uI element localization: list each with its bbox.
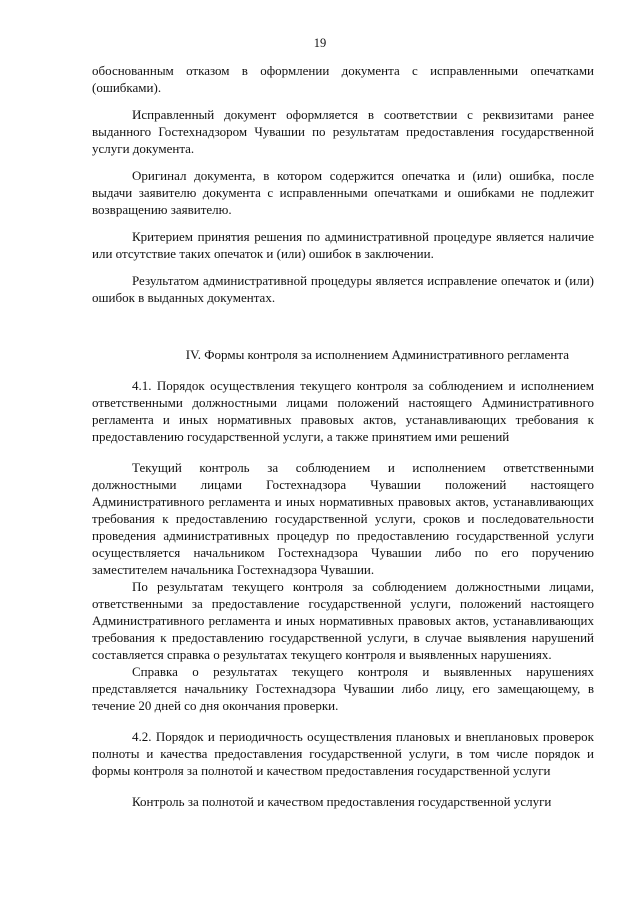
paragraph-decision-criterion: Критерием принятия решения по административной процедуре является наличие или отсутствие таких опечаток и (или) ошибок в заключении.: [92, 229, 594, 261]
paragraph-current-control: Текущий контроль за соблюдением и исполнением ответственными должностными лицами Гостехнадзора Чувашии положений настоящего Административного регламента и иных нормативных правовых актов, устанавливающих требования к предоставлению государственной услуги, сроков и последовательности проведения административных процедур по предоставлению государственной услуги осуществляется начальником Гостехнадзора Чувашии либо по его поручению заместителем начальника Гостехнадзора Чувашии.: [92, 460, 594, 577]
subsection-4-2-heading: 4.2. Порядок и периодичность осуществления плановых и внеплановых проверок полноты и качества предоставления государственной услуги, в том числе порядок и формы контроля за полнотой и качеством предоставления государственной услуги: [92, 729, 594, 778]
document-body: [92, 62, 594, 810]
section-title: IV. Формы контроля за исполнением Административного регламента: [185, 347, 569, 362]
subsection-4-1-heading: 4.1. Порядок осуществления текущего контроля за соблюдением и исполнением ответственными должностными лицами положений настоящего Административного регламента и иных нормативных правовых актов, устанавливающих требования к предоставлению государственной услуги, а также принятием ими решений: [92, 378, 594, 444]
page-number: 19: [313, 36, 327, 50]
paragraph-control-results: По результатам текущего контроля за соблюдением должностными лицами, ответственными за предоставление государственной услуги, положений настоящего Административного регламента и иных нормативных правовых актов, устанавливающих требования к предоставлению государственной услуги, в случае выявления нарушений составляется справка о результатах текущего контроля и выявленных нарушениях.: [92, 579, 594, 662]
paragraph-report: Справка о результатах текущего контроля и выявленных нарушениях представляется начальнику Гостехнадзора Чувашии либо лицу, его замещающему, в течение 20 дней со дня окончания проверки.: [92, 664, 594, 713]
paragraph-corrected-document: Исправленный документ оформляется в соответствии с реквизитами ранее выданного Гостехнадзором Чувашии по результатам предоставления государственной услуги документа.: [92, 107, 594, 156]
paragraph-procedure-result: Результатом административной процедуры является исправление опечаток и (или) ошибок в выданных документах.: [92, 273, 594, 305]
paragraph-quality-control: Контроль за полнотой и качеством предоставления государственной услуги: [132, 794, 552, 809]
paragraph-continuation: обоснованным отказом в оформлении документа с исправленными опечатками (ошибками).: [92, 63, 594, 95]
paragraph-original-document: Оригинал документа, в котором содержится опечатка и (или) ошибка, после выдачи заявителю документа с исправленными опечатками и ошибками не подлежит возвращению заявителю.: [92, 168, 594, 217]
